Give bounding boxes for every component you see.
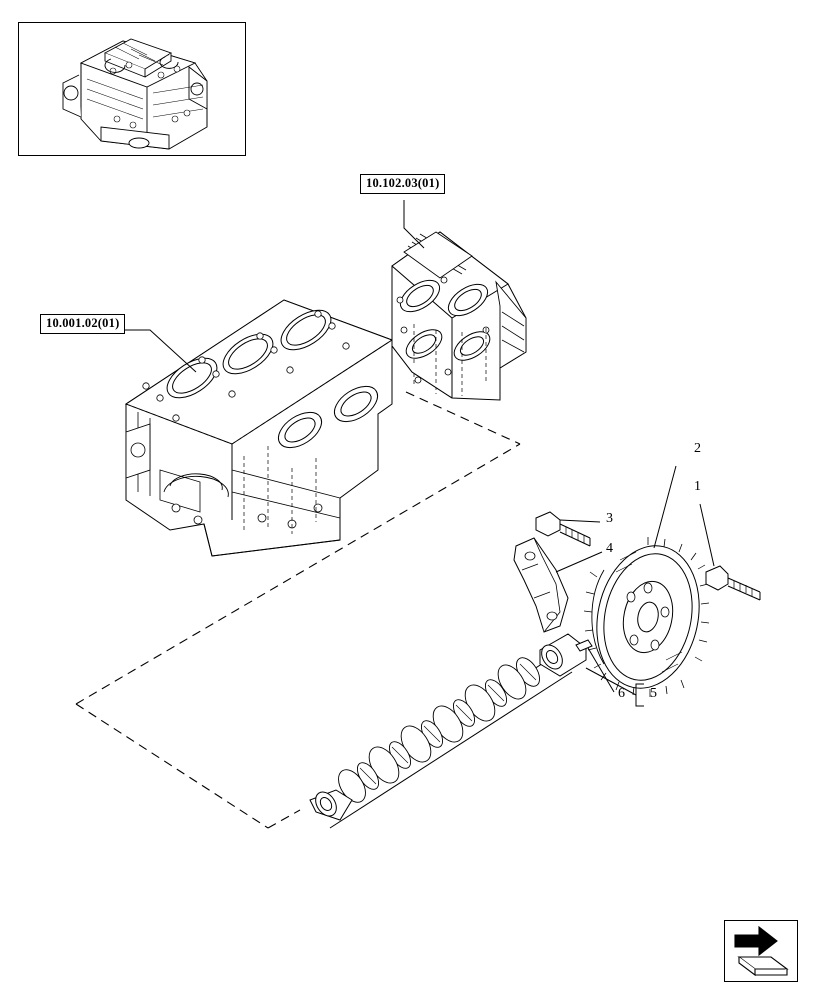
thrust-plate-illustration — [514, 538, 568, 632]
reference-label-engine-block[interactable]: 10.001.02(01) — [40, 314, 125, 334]
reference-label-cylinder-head[interactable]: 10.102.03(01) — [360, 174, 445, 194]
cylinder-head-illustration — [392, 232, 526, 400]
item-number-4: 4 — [606, 541, 613, 556]
thumbnail-drawing — [19, 23, 245, 155]
gear-retaining-bolt-illustration — [706, 566, 760, 600]
arrow-glyph — [725, 921, 797, 981]
engine-block-illustration — [126, 300, 392, 556]
item-number-1: 1 — [694, 479, 701, 494]
item-number-6: 6 — [618, 686, 625, 701]
engine-assembly-thumbnail[interactable] — [18, 22, 246, 156]
item-number-3: 3 — [606, 511, 613, 526]
view-direction-arrow — [724, 920, 798, 982]
item-number-5: 5 — [650, 686, 657, 701]
camshaft-illustration — [310, 634, 586, 828]
item-number-2: 2 — [694, 441, 701, 456]
thrust-plate-bolt-illustration — [536, 512, 590, 546]
